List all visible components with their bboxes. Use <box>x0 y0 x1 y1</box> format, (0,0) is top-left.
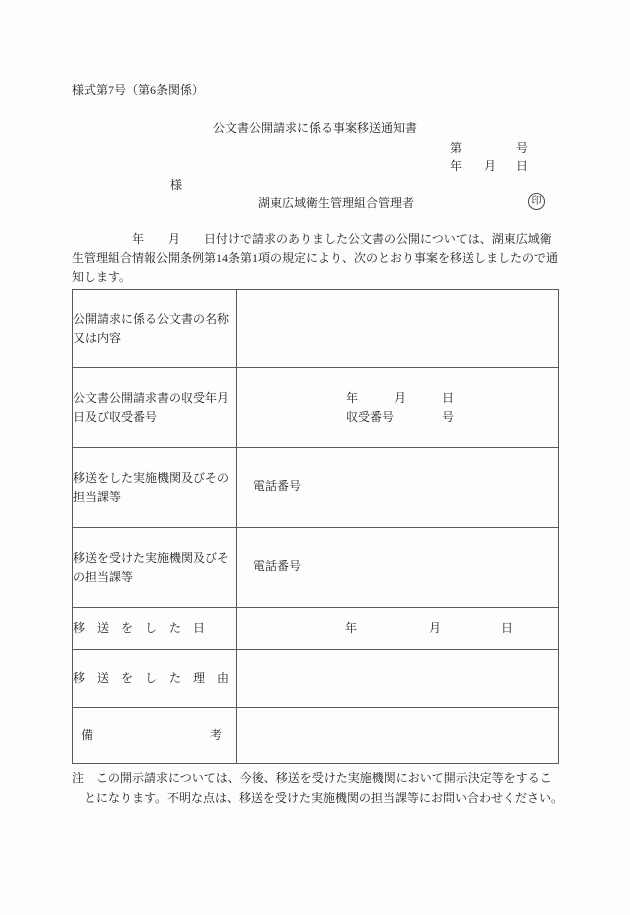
field-document-name <box>237 290 559 368</box>
doc-number-suffix: 号 <box>516 141 529 155</box>
footnote-line: 注 この開示請求については、今後、移送を受けた実施機関において開示決定等をするこ <box>72 771 552 785</box>
date-month-label: 月 <box>484 159 497 173</box>
row-label-remarks <box>73 708 237 764</box>
body-paragraph <box>72 230 562 287</box>
field-remarks <box>237 708 559 764</box>
field-receiving-agency <box>237 528 559 608</box>
form-table <box>72 289 559 764</box>
doc-number-prefix: 第 <box>450 141 463 155</box>
date-year-label: 年 <box>450 159 463 173</box>
field-transfer-date <box>237 608 559 650</box>
form-number: 様式第7号（第6条関係） <box>72 83 205 97</box>
issuer-name: 湖東広域衛生管理組合管理者 <box>258 196 415 210</box>
receipt-date-placeholder: 年 月 日 <box>346 390 455 405</box>
table-row <box>73 290 559 368</box>
table-row <box>73 448 559 528</box>
table-row <box>73 650 559 708</box>
row-label-receiving-agency: 移送を受けた実施機関及びその担当課等 <box>73 528 237 608</box>
receipt-number-placeholder: 収受番号 号 <box>346 409 455 424</box>
document-title: 公文書公開請求に係る事案移送通知書 <box>212 121 417 135</box>
table-row <box>73 708 559 764</box>
row-label-transfer-date: 移 送 を し た 日 <box>73 608 237 650</box>
transfer-date-placeholder: 年 月 日 <box>345 621 514 635</box>
seal-stamp-icon <box>528 193 545 210</box>
field-receipt-date-number <box>237 368 559 448</box>
phone-number-label: 電話番号 <box>253 478 302 493</box>
table-row <box>73 528 559 608</box>
footnote-line: とになります。不明な点は、移送を受けた実施機関の担当課等にお問い合わせください。 <box>72 790 564 805</box>
row-label-document-name: 公開請求に係る公文書の名称又は内容 <box>73 290 237 368</box>
row-label-receipt-date-number: 公文書公開請求書の収受年月日及び収受番号 <box>73 368 237 448</box>
phone-number-label: 電話番号 <box>253 558 302 573</box>
footnote <box>72 769 570 808</box>
seal-character: 印 <box>528 193 545 210</box>
row-label-transfer-reason: 移 送 を し た 理 由 <box>73 650 237 708</box>
table-row <box>73 368 559 448</box>
field-transferring-agency <box>237 448 559 528</box>
remarks-label-right: 考 <box>209 728 222 742</box>
row-label-transferring-agency: 移送をした実施機関及びその担当課等 <box>73 448 237 528</box>
body-line: 知します。 <box>72 270 132 284</box>
field-transfer-reason <box>237 650 559 708</box>
body-line: 生管理組合情報公開条例第14条第1項の規定により、次のとおり事案を移送しましたので通 <box>72 251 559 265</box>
addressee-suffix: 様 <box>170 178 183 192</box>
table-row <box>73 608 559 650</box>
body-line: 年 月 日付けで請求のありました公文書の公開については、湖東広域衛 <box>72 232 552 246</box>
date-day-label: 日 <box>516 159 529 173</box>
remarks-label-left: 備 <box>81 728 94 742</box>
